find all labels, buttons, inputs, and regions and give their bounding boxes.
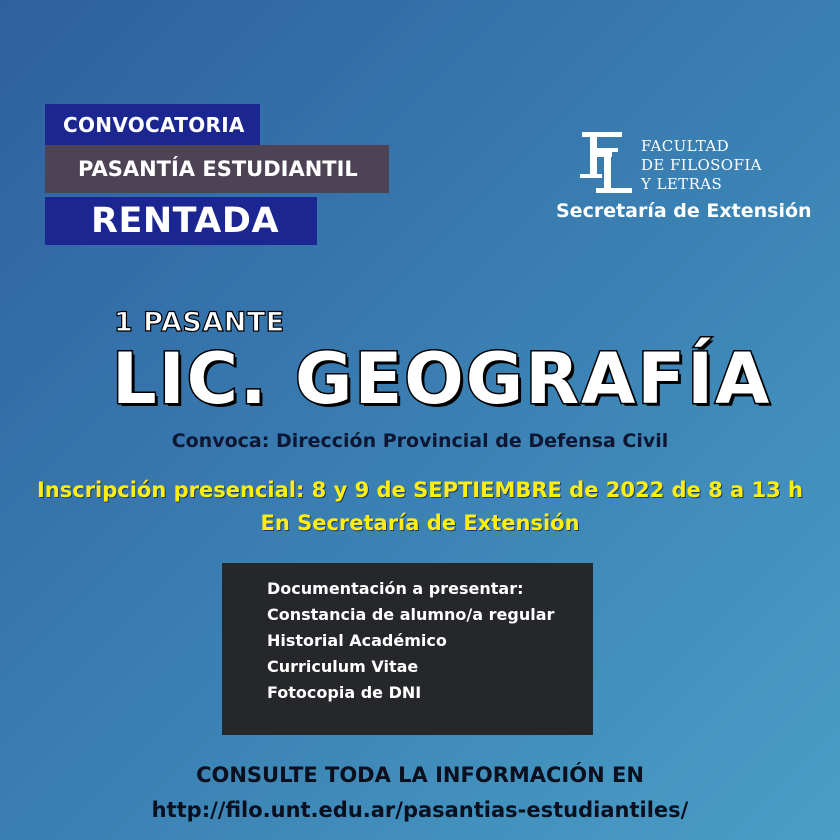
convocatoria-badge xyxy=(45,104,260,145)
career-title: LIC. GEOGRAFÍA xyxy=(112,338,772,420)
convocatoria-label: CONVOCATORIA xyxy=(63,112,245,137)
documentation-item: Curriculum Vitae xyxy=(267,657,419,676)
logo-text-line-3: Y LETRAS xyxy=(641,175,723,193)
lugar-line: En Secretaría de Extensión xyxy=(260,511,580,535)
info-url: http://filo.unt.edu.ar/pasantias-estudiantiles/ xyxy=(151,798,689,822)
consulte-line: CONSULTE TODA LA INFORMACIÓN EN xyxy=(196,763,644,787)
logo-text-line-2: DE FILOSOFIA xyxy=(641,156,762,174)
pasantia-badge xyxy=(45,145,389,193)
documentation-box xyxy=(222,563,593,735)
logo-subtitle: Secretaría de Extensión xyxy=(556,200,812,222)
documentation-item: Historial Académico xyxy=(267,631,447,650)
documentation-item: Fotocopia de DNI xyxy=(267,683,422,702)
documentation-item: Constancia de alumno/a regular xyxy=(267,605,555,624)
documentation-title: Documentación a presentar: xyxy=(267,579,524,598)
rentada-badge xyxy=(45,197,317,245)
faculty-logo-icon xyxy=(574,130,636,200)
pasantia-label: PASANTÍA ESTUDIANTIL xyxy=(78,157,358,181)
logo-text-line-1: FACULTAD xyxy=(641,137,730,155)
convoca-line: Convoca: Dirección Provincial de Defensa Civil xyxy=(171,430,669,452)
rentada-label: RENTADA xyxy=(91,201,280,241)
inscripcion-line: Inscripción presencial: 8 y 9 de SEPTIEMBRE de 2022 de 8 a 13 h xyxy=(36,478,803,502)
vacancy-count: 1 PASANTE xyxy=(114,307,285,338)
